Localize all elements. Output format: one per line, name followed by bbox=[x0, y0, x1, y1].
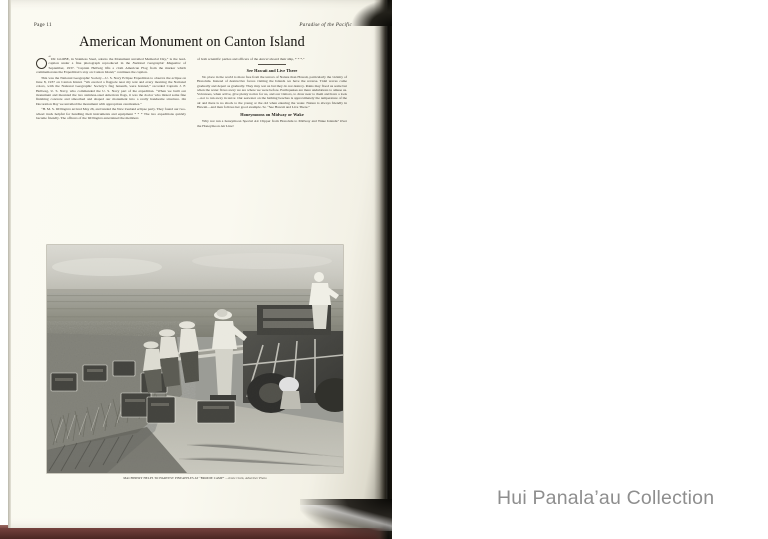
book-gutter-top-shadow bbox=[352, 0, 392, 26]
book-gutter-shadow bbox=[374, 0, 392, 539]
paragraph-lead bbox=[36, 57, 186, 74]
running-head bbox=[34, 22, 352, 28]
dropcap-o-icon bbox=[36, 58, 47, 69]
paragraph-carryover bbox=[197, 57, 347, 61]
para1-continued: of September, 1937. “Captain Hellwig lifts a cloth American Flag from the marker which commemorates the Expedition’s stay on Canton Island,” continues the caption. bbox=[36, 61, 187, 74]
photograph-image bbox=[47, 245, 343, 473]
caption-main-text: MACHINERY HELPS TO HARVEST PINEAPPLES AT “BRODIE CAMP” bbox=[123, 476, 225, 480]
open-quote: “ bbox=[48, 56, 51, 61]
paragraph-2: This was the National Geographic Society—U. S. Navy Eclipse Expedition to observe the eclipse on June 8, 1937 on Canton Island. “We erected a flagpole near my tent and every morning the National colors, with the National Geographic Society’s flag beneath, were hoisted,” recorded Captain J. F. Hellweg, U. S. Navy, who commanded the U. S. Navy part of the expedition. “When we built our monument and mounted the two stainless-steel American flags, it was the doctor who mixed some fine finishing concrete and smoothed and shaped our monument into a really handsome structure. On Decoration Day we unveiled the monument with appropriate ceremonies.” bbox=[36, 75, 186, 106]
collection-watermark: Hui Panala’au Collection bbox=[497, 487, 715, 509]
paragraph-honeymoons: Why not run a honeymoon Special Air Clipper from Honolulu to Midway and Wake Islands? Over the Honeymoon Air Line! bbox=[197, 119, 347, 128]
page-left-edge bbox=[8, 0, 11, 528]
caption-credit: —Jessie Clark, Advertiser Photo bbox=[225, 476, 267, 480]
subheading-see-hawaii: See Hawaii and Live There bbox=[246, 68, 298, 73]
para1-text: , in Stainless Steel, adorns the Monument unveiled Memorial Day,” is the lead-caption under a fine photograph reproduced in the bbox=[48, 57, 187, 66]
para3-open: “H. M. S. bbox=[41, 107, 56, 112]
page-folio-left: Page 11 bbox=[34, 22, 52, 28]
photograph bbox=[47, 245, 343, 473]
photograph-caption bbox=[47, 476, 343, 480]
para3-ship-name-1: Wellington bbox=[55, 107, 71, 112]
page-curl-highlight bbox=[300, 505, 392, 531]
para1-italic-title: National Geographic Magazine bbox=[132, 61, 181, 66]
article-body bbox=[36, 57, 348, 242]
column-right bbox=[197, 57, 347, 242]
carryover-ship-name: Avocet bbox=[258, 57, 269, 61]
carryover-end: aboard their ship, * * *.” bbox=[268, 57, 305, 61]
article-title: American Monument on Canton Island bbox=[79, 34, 305, 50]
para3-end: entertained the members bbox=[102, 116, 139, 121]
section-divider-rule bbox=[258, 64, 286, 65]
pineapple-harvest-illustration bbox=[47, 245, 343, 473]
para3-ship-name-2: Wellington bbox=[87, 116, 103, 121]
para3-middle: arrived May 26, and landed the New Zealand eclipse party. They found our two-wheel truck helpful for handling their instruments and equipment * * * The two expeditions quickly became friendly. The officers of the bbox=[36, 107, 186, 121]
lead-words: UR GLOBE bbox=[50, 57, 69, 61]
subheading-honeymoons: Honeymoons on Midway or Wake bbox=[240, 112, 304, 118]
paragraph-see-hawaii: No place in the world is more free from the terrors of Nature than Hawaii, particularly the vicinity of Honolulu. Instead of destructive forces visiting the Islands we have the reverse. Tidal waves come gradually and depart as gradually. They may wet us but they do not destroy. Rains may flood us some but when the water flows away we are where we were before. Earthquakes are mere undulations to amuse us. Volcanoes, when active, give plenty notice for us, and our visitors, to draw near to them and have a look—not to run away in terror. Our seawater on the bathing beaches is approximately the temperature of the air and there is no shock to the young or the old when entering the water. Nature is always friendly in Hawaii—and man follows her good example. So “See Hawaii and Live There.” bbox=[197, 74, 347, 110]
publication-name: Paradise of the Pacific bbox=[299, 22, 352, 28]
carryover-text: of both scientific parties and officers of the bbox=[197, 57, 259, 61]
column-left bbox=[36, 57, 186, 242]
paragraph-3 bbox=[36, 107, 186, 120]
